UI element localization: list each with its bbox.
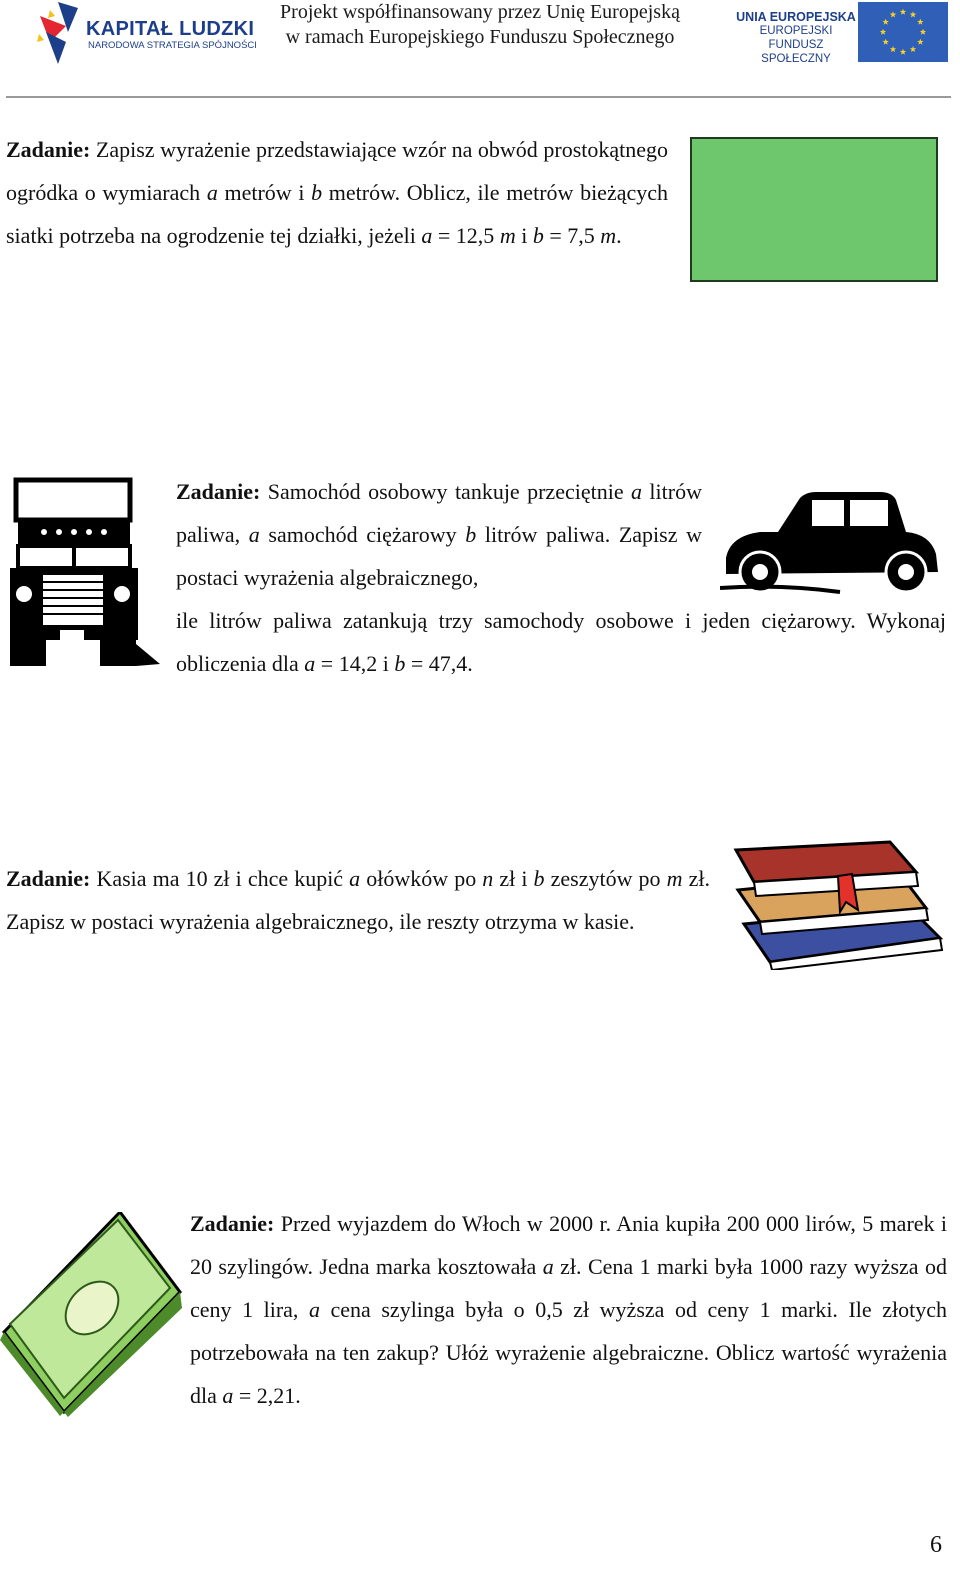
garden-rectangle xyxy=(690,137,938,282)
project-line-1: Projekt współfinansowany przez Unię Europejską xyxy=(280,1,680,23)
eu-flag-icon xyxy=(858,2,948,62)
task-2-label: Zadanie: xyxy=(176,479,261,504)
eu-line-3: FUNDUSZ SPOŁECZNY xyxy=(761,39,831,65)
logo-subtitle: NARODOWA STRATEGIA SPÓJNOŚCI xyxy=(88,40,257,51)
task-3-label: Zadanie: xyxy=(6,866,91,891)
task-4 xyxy=(190,1202,947,1417)
task-2-text: Samochód osobowy tankuje przeciętnie a litrów paliwa, a samochód ciężarowy b litrów paliwa. Zapisz w postaci wyrażenia algebraicznego, xyxy=(176,479,702,590)
eu-text xyxy=(736,10,856,66)
task-3 xyxy=(6,857,710,943)
task-1-text: Zapisz wyrażenie przedstawiające wzór na obwód prostokątnego ogródka o wymiarach a metrów i b metrów. Oblicz, ile metrów bieżących siatki potrzeba na ogrodzenie tej działki, jeżeli a = 12,5 m i b = 7,5 m. xyxy=(6,137,669,248)
task-2-text-cont: ile litrów paliwa zatankują trzy samochody osobowe i jeden ciężarowy. Wykonaj obliczenia dla a = 14,2 i b = 47,4. xyxy=(176,608,946,676)
project-line-2: w ramach Europejskiego Funduszu Społecznego xyxy=(285,26,675,48)
task-1-label: Zadanie: xyxy=(6,137,91,162)
task-1 xyxy=(6,128,668,257)
car-icon xyxy=(720,488,942,598)
page-number: 6 xyxy=(930,1532,942,1558)
task-2 xyxy=(176,470,702,599)
books-icon xyxy=(730,838,948,970)
project-note xyxy=(260,0,700,50)
money-icon xyxy=(0,1212,182,1417)
kapital-ludzki-mark-icon xyxy=(36,2,82,64)
eu-line-1: UNIA EUROPEJSKA xyxy=(736,10,856,24)
task-4-label: Zadanie: xyxy=(190,1211,275,1236)
task-3-text: Kasia ma 10 zł i chce kupić a ołówków po n zł i b zeszytów po m zł. Zapisz w postaci wyrażenia algebraicznego, ile reszty otrzyma w kasie. xyxy=(6,866,710,934)
logo-title: KAPITAŁ LUDZKI xyxy=(86,18,255,40)
task-2-continued xyxy=(176,599,946,685)
header-divider xyxy=(6,96,951,98)
truck-icon xyxy=(4,474,160,674)
eu-line-2: EUROPEJSKI xyxy=(759,25,833,37)
task-4-text: Przed wyjazdem do Włoch w 2000 r. Ania kupiła 200 000 lirów, 5 marek i 20 szylingów. Jedna marka kosztowała a zł. Cena 1 marki była 1000 razy wyższa od ceny 1 lira, a cena szylinga była o 0,5 zł wyższa od ceny 1 marki. Ile złotych potrzebowała na ten zakup? Ułóż wyrażenie algebraiczne. Oblicz wartość wyrażenia dla a = 2,21. xyxy=(190,1211,948,1408)
